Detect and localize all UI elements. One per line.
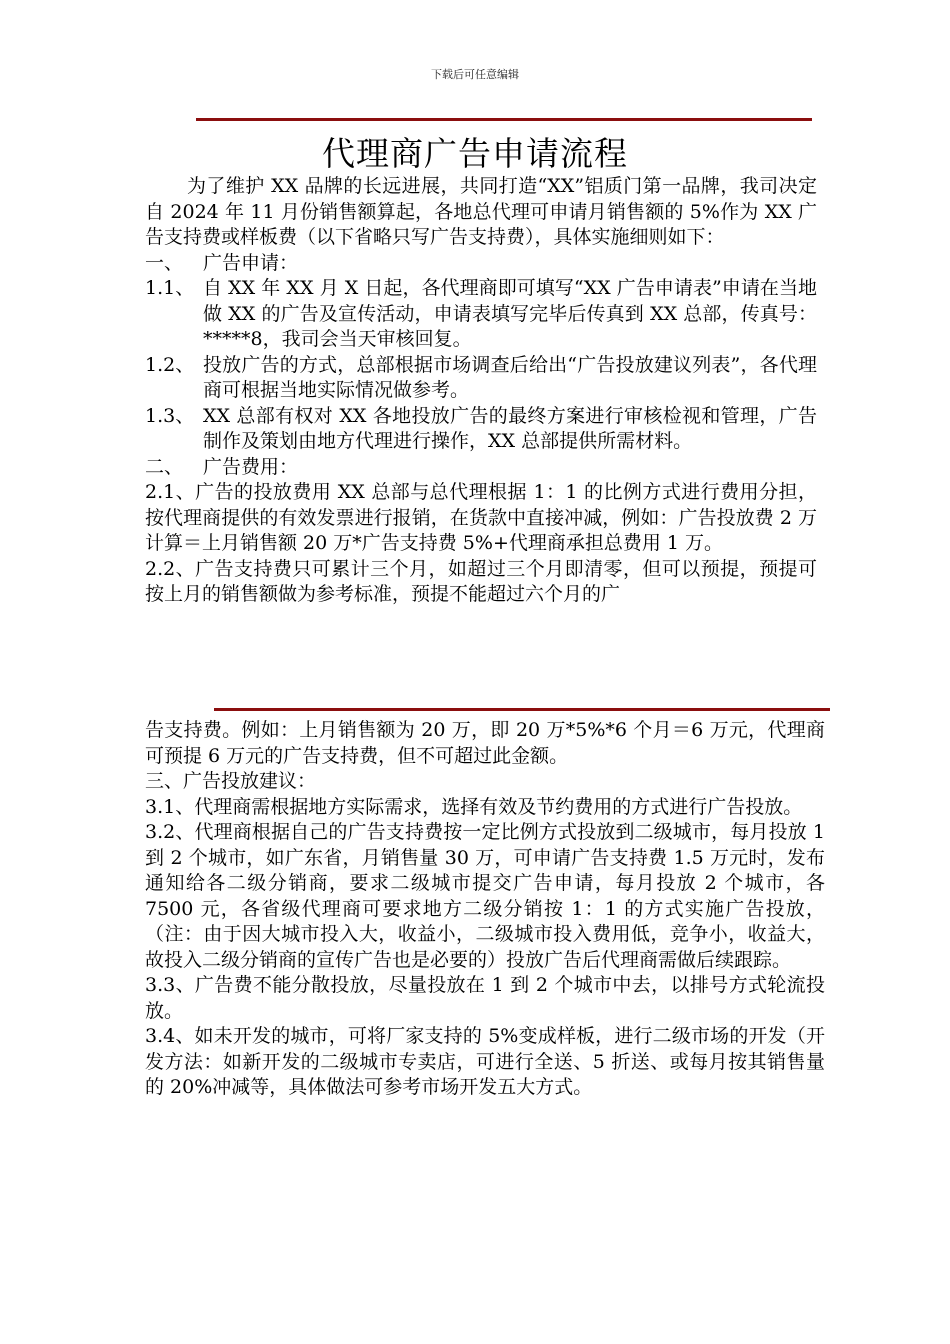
paragraph-2-2-end: 告支持费。例如：上月销售额为 20 万，即 20 万*5%*6 个月＝6 万元，代理商可预提 6 万元的广告支持费，但不可超过此金额。 (145, 719, 825, 767)
paragraph-3-4: 3.4、如未开发的城市，可将厂家支持的 5%变成样板，进行二级市场的开发（开发方法：如新开发的二级城市专卖店，可进行全送、5 折送、或每月按其销售量的 20%冲减等，具体做法可参考市场开发五大方式。 (145, 1025, 825, 1098)
page-break-divider (214, 708, 830, 711)
document-body-part-2 (145, 718, 825, 1101)
item-text: 自 XX 年 XX 月 X 日起，各代理商即可填写“XX 广告申请表”申请在当地做 XX 的广告及宣传活动，申请表填写完毕后传真到 XX 总部，传真号：*****8，我司会当天审核回复。 (203, 277, 817, 350)
list-item (145, 276, 817, 353)
page-header-note: 下载后可任意编辑 (431, 68, 519, 81)
intro-paragraph: 为了维护 XX 品牌的长远进展，共同打造“XX”铝质门第一品牌，我司决定自 2024 年 11 月份销售额算起，各地总代理可申请月销售额的 5%作为 XX 广告支持费或样板费（以下省略只写广告支持费），具体实施细则如下： (145, 175, 817, 248)
section-2-heading (145, 455, 817, 481)
item-number: 1.2、 (145, 353, 195, 376)
item-number: 1.3、 (145, 404, 195, 427)
section-2-title: 广告费用： (203, 455, 299, 478)
section-1-number: 一、 (145, 251, 184, 274)
list-item (145, 404, 817, 455)
item-number: 1.1、 (145, 277, 195, 299)
item-text: 投放广告的方式，总部根据市场调查后给出“广告投放建议列表”，各代理商可根据当地实际情况做参考。 (203, 353, 817, 401)
paragraph-2-1: 2.1、广告的投放费用 XX 总部与总代理根据 1：1 的比例方式进行费用分担，按代理商提供的有效发票进行报销，在货款中直接冲减，例如：广告投放费 2 万计算＝上月销售额 20 万*广告支持费 5%+代理商承担总费用 1 万。 (145, 481, 817, 554)
section-1-title: 广告申请： (203, 251, 299, 274)
section-1-heading (145, 251, 817, 277)
list-item (145, 353, 817, 404)
paragraph-3-2: 3.2、代理商根据自己的广告支持费按一定比例方式投放到二级城市，每月投放 1 到 2 个城市，如广东省，月销售量 30 万，可申请广告支持费 1.5 万元时，发布通知给各二级分销商，要求二级城市提交广告申请，每月投放 2 个城市，各 7500 元，各省级代理商可要求地方二级分销按 1：1 的方式实施广告投放，（注：由于因大城市投入大，收益小，二级城市投入费用低，竞争小，收益大，故投入二级分销商的宣传广告也是必要的）投放广告后代理商需做后续跟踪。 (145, 821, 825, 971)
paragraph-3-1: 3.1、代理商需根据地方实际需求，选择有效及节约费用的方式进行广告投放。 (145, 795, 803, 818)
section-3-heading: 三、广告投放建议： (145, 770, 317, 792)
paragraph-2-2-start: 2.2、广告支持费只可累计三个月，如超过三个月即清零，但可以预提，预提可按上月的销售额做为参考标准，预提不能超过六个月的广 (145, 557, 817, 605)
section-2-number: 二、 (145, 455, 184, 478)
document-title: 代理商广告申请流程 (322, 134, 628, 173)
document-body-part-1 (145, 174, 817, 608)
paragraph-3-3: 3.3、广告费不能分散投放，尽量投放在 1 到 2 个城市中去，以排号方式轮流投放。 (145, 974, 825, 1022)
top-divider (196, 118, 812, 121)
item-text: XX 总部有权对 XX 各地投放广告的最终方案进行审核检视和管理，广告制作及策划由地方代理进行操作，XX 总部提供所需材料。 (203, 404, 817, 452)
